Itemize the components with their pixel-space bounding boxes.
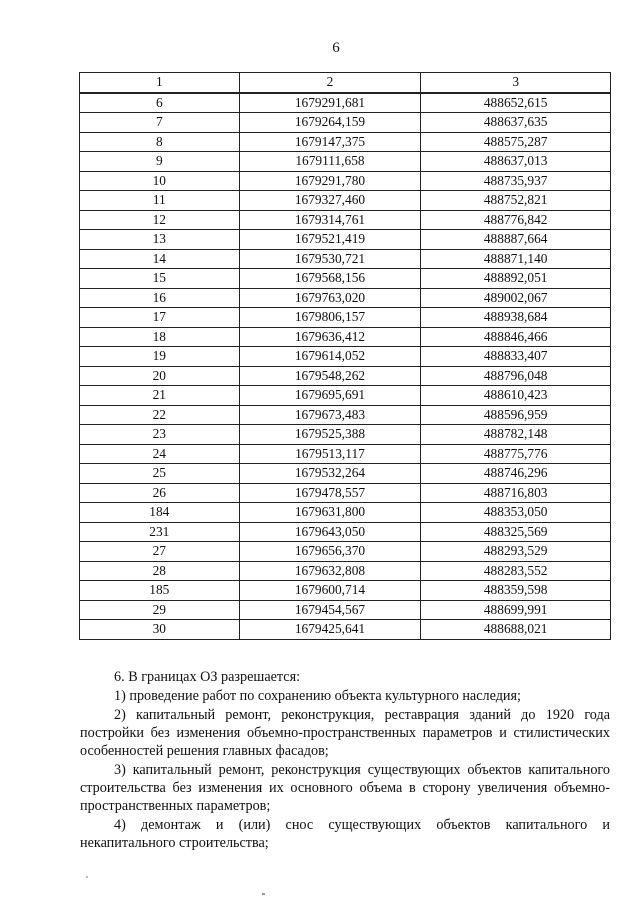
table-header-cell: 2 (239, 73, 421, 93)
point-number-cell: 21 (80, 386, 240, 406)
table-row (80, 581, 611, 601)
table-row (80, 132, 611, 152)
table-row (80, 113, 611, 133)
table-row (80, 269, 611, 289)
point-number-cell: 17 (80, 308, 240, 328)
point-number-cell: 11 (80, 191, 240, 211)
y-coordinate-cell: 488359,598 (421, 581, 611, 601)
y-coordinate-cell: 488716,803 (421, 483, 611, 503)
x-coordinate-cell: 1679147,375 (239, 132, 421, 152)
x-coordinate-cell: 1679513,117 (239, 444, 421, 464)
x-coordinate-cell: 1679291,681 (239, 93, 421, 113)
point-number-cell: 9 (80, 152, 240, 172)
x-coordinate-cell: 1679530,721 (239, 249, 421, 269)
point-number-cell: 26 (80, 483, 240, 503)
point-number-cell: 18 (80, 327, 240, 347)
y-coordinate-cell: 488887,664 (421, 230, 611, 250)
point-number-cell: 30 (80, 620, 240, 640)
table-header-cell: 1 (80, 73, 240, 93)
page-number: 6 (332, 40, 340, 56)
table-header-row (80, 73, 611, 93)
table-row (80, 288, 611, 308)
scan-speck (262, 893, 265, 895)
coordinates-table (79, 72, 611, 640)
x-coordinate-cell: 1679763,020 (239, 288, 421, 308)
x-coordinate-cell: 1679314,761 (239, 210, 421, 230)
point-number-cell: 185 (80, 581, 240, 601)
table-row (80, 503, 611, 523)
y-coordinate-cell: 488833,407 (421, 347, 611, 367)
point-number-cell: 10 (80, 171, 240, 191)
x-coordinate-cell: 1679532,264 (239, 464, 421, 484)
document-body-text (80, 668, 610, 852)
point-number-cell: 8 (80, 132, 240, 152)
table-row (80, 93, 611, 113)
x-coordinate-cell: 1679291,780 (239, 171, 421, 191)
table-row (80, 347, 611, 367)
y-coordinate-cell: 488637,013 (421, 152, 611, 172)
y-coordinate-cell: 488637,635 (421, 113, 611, 133)
point-number-cell: 27 (80, 542, 240, 562)
x-coordinate-cell: 1679600,714 (239, 581, 421, 601)
x-coordinate-cell: 1679695,691 (239, 386, 421, 406)
point-number-cell: 13 (80, 230, 240, 250)
point-number-cell: 12 (80, 210, 240, 230)
y-coordinate-cell: 488596,959 (421, 405, 611, 425)
table-row (80, 464, 611, 484)
table-row (80, 366, 611, 386)
point-number-cell: 25 (80, 464, 240, 484)
table-row (80, 171, 611, 191)
x-coordinate-cell: 1679525,388 (239, 425, 421, 445)
x-coordinate-cell: 1679806,157 (239, 308, 421, 328)
list-item: 2) капитальный ремонт, реконструкция, реставрация зданий до 1920 года постройки без изменения объемно-пространственных параметров и стилистических особенностей решения главных фасадов; (80, 707, 610, 759)
table-row (80, 210, 611, 230)
y-coordinate-cell: 488575,287 (421, 132, 611, 152)
y-coordinate-cell: 488776,842 (421, 210, 611, 230)
x-coordinate-cell: 1679614,052 (239, 347, 421, 367)
x-coordinate-cell: 1679656,370 (239, 542, 421, 562)
table-row (80, 561, 611, 581)
point-number-cell: 231 (80, 522, 240, 542)
point-number-cell: 15 (80, 269, 240, 289)
y-coordinate-cell: 488782,148 (421, 425, 611, 445)
x-coordinate-cell: 1679568,156 (239, 269, 421, 289)
point-number-cell: 14 (80, 249, 240, 269)
y-coordinate-cell: 488938,684 (421, 308, 611, 328)
y-coordinate-cell: 488652,615 (421, 93, 611, 113)
table-row (80, 327, 611, 347)
table-row (80, 308, 611, 328)
x-coordinate-cell: 1679264,159 (239, 113, 421, 133)
table-row (80, 542, 611, 562)
y-coordinate-cell: 488610,423 (421, 386, 611, 406)
point-number-cell: 19 (80, 347, 240, 367)
point-number-cell: 6 (80, 93, 240, 113)
x-coordinate-cell: 1679636,412 (239, 327, 421, 347)
table-row (80, 249, 611, 269)
x-coordinate-cell: 1679643,050 (239, 522, 421, 542)
point-number-cell: 20 (80, 366, 240, 386)
x-coordinate-cell: 1679521,419 (239, 230, 421, 250)
table-row (80, 425, 611, 445)
y-coordinate-cell: 488293,529 (421, 542, 611, 562)
y-coordinate-cell: 488746,296 (421, 464, 611, 484)
point-number-cell: 22 (80, 405, 240, 425)
table-row (80, 191, 611, 211)
x-coordinate-cell: 1679327,460 (239, 191, 421, 211)
table-row (80, 620, 611, 640)
table-row (80, 522, 611, 542)
x-coordinate-cell: 1679673,483 (239, 405, 421, 425)
point-number-cell: 184 (80, 503, 240, 523)
x-coordinate-cell: 1679454,567 (239, 600, 421, 620)
table-row (80, 230, 611, 250)
scan-speck (86, 876, 88, 878)
point-number-cell: 29 (80, 600, 240, 620)
y-coordinate-cell: 488752,821 (421, 191, 611, 211)
y-coordinate-cell: 488353,050 (421, 503, 611, 523)
list-item: 1) проведение работ по сохранению объекта культурного наследия; (114, 688, 521, 704)
y-coordinate-cell: 488283,552 (421, 561, 611, 581)
x-coordinate-cell: 1679631,800 (239, 503, 421, 523)
point-number-cell: 28 (80, 561, 240, 581)
table-row (80, 600, 611, 620)
x-coordinate-cell: 1679111,658 (239, 152, 421, 172)
table-row (80, 483, 611, 503)
point-number-cell: 16 (80, 288, 240, 308)
y-coordinate-cell: 488846,466 (421, 327, 611, 347)
table-row (80, 444, 611, 464)
y-coordinate-cell: 488699,991 (421, 600, 611, 620)
table-row (80, 386, 611, 406)
table-row (80, 152, 611, 172)
y-coordinate-cell: 489002,067 (421, 288, 611, 308)
list-item: 4) демонтаж и (или) снос существующих объектов капитального и некапитального строительства; (80, 817, 610, 851)
y-coordinate-cell: 488796,048 (421, 366, 611, 386)
point-number-cell: 24 (80, 444, 240, 464)
section-heading: 6. В границах ОЗ разрешается: (114, 669, 301, 685)
x-coordinate-cell: 1679548,262 (239, 366, 421, 386)
y-coordinate-cell: 488775,776 (421, 444, 611, 464)
x-coordinate-cell: 1679425,641 (239, 620, 421, 640)
y-coordinate-cell: 488871,140 (421, 249, 611, 269)
x-coordinate-cell: 1679632,808 (239, 561, 421, 581)
y-coordinate-cell: 488688,021 (421, 620, 611, 640)
point-number-cell: 7 (80, 113, 240, 133)
point-number-cell: 23 (80, 425, 240, 445)
x-coordinate-cell: 1679478,557 (239, 483, 421, 503)
table-header-cell: 3 (421, 73, 611, 93)
list-item: 3) капитальный ремонт, реконструкция существующих объектов капитального строительства без изменения их основного объема в сторону увеличения объемно-пространственных параметров; (80, 762, 610, 814)
y-coordinate-cell: 488735,937 (421, 171, 611, 191)
table-row (80, 405, 611, 425)
y-coordinate-cell: 488892,051 (421, 269, 611, 289)
y-coordinate-cell: 488325,569 (421, 522, 611, 542)
